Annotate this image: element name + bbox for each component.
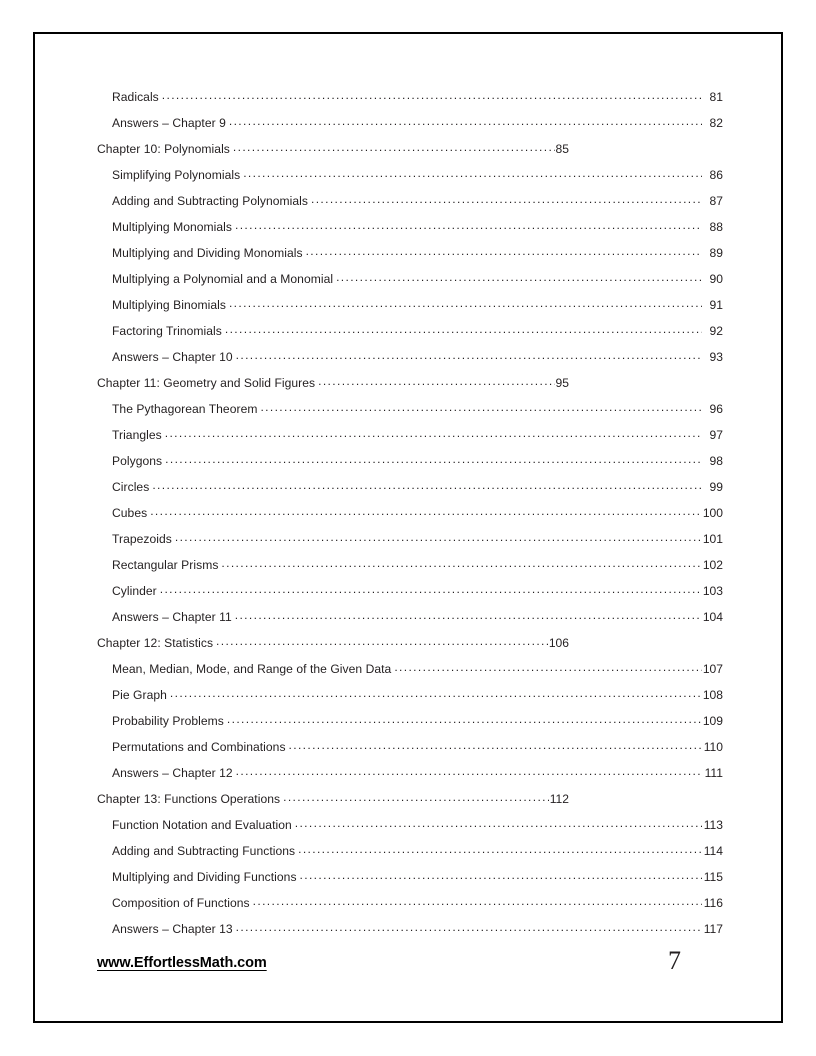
toc-entry-page-number: 114 [703, 844, 723, 858]
dot-leader [300, 869, 702, 881]
dot-leader [289, 739, 702, 751]
toc-entry-title: Multiplying Binomials [112, 298, 226, 312]
toc-chapter-row[interactable] [35, 141, 781, 167]
toc-entry-title: Mean, Median, Mode, and Range of the Given Data [112, 662, 392, 676]
toc-entry-page-number: 100 [702, 506, 723, 520]
toc-entry-page-number: 87 [709, 194, 723, 208]
toc-entry-page-number: 90 [709, 272, 723, 286]
toc-entry-page-number: 85 [555, 142, 569, 156]
dot-leader [253, 895, 702, 907]
dot-leader [235, 219, 702, 231]
toc-entry-title: Simplifying Polynomials [112, 168, 241, 182]
toc-entry-page-number: 110 [703, 740, 723, 754]
toc-entry-row[interactable] [35, 765, 781, 791]
toc-entry-title: Answers – Chapter 10 [112, 350, 233, 364]
table-of-contents-list [35, 34, 781, 947]
dot-leader [165, 427, 702, 439]
toc-entry-title: Adding and Subtracting Functions [112, 844, 296, 858]
toc-entry-row[interactable] [35, 401, 781, 427]
toc-entry-row[interactable] [35, 427, 781, 453]
toc-entry-row[interactable] [35, 557, 781, 583]
dot-leader [236, 765, 702, 777]
page-footer [35, 946, 781, 991]
dot-leader [216, 635, 548, 647]
toc-entry-row[interactable] [35, 609, 781, 635]
dot-leader [221, 557, 701, 569]
toc-entry-title: Probability Problems [112, 714, 224, 728]
toc-entry-title: Multiplying and Dividing Functions [112, 870, 297, 884]
toc-entry-page-number: 111 [704, 766, 723, 780]
footer-website-link[interactable]: www.EffortlessMath.com [97, 955, 267, 971]
toc-entry-page-number: 96 [709, 402, 723, 416]
toc-entry-page-number: 99 [709, 480, 723, 494]
dot-leader [175, 531, 702, 543]
dot-leader [225, 323, 702, 335]
toc-entry-page-number: 103 [702, 584, 723, 598]
toc-entry-page-number: 107 [702, 662, 723, 676]
dot-leader [260, 401, 702, 413]
dot-leader [150, 505, 702, 517]
dot-leader [229, 297, 702, 309]
toc-entry-title: Triangles [112, 428, 162, 442]
toc-entry-title: Circles [112, 480, 150, 494]
toc-entry-row[interactable] [35, 739, 781, 765]
toc-entry-page-number: 91 [709, 298, 723, 312]
toc-chapter-row[interactable] [35, 791, 781, 817]
toc-entry-title: Rectangular Prisms [112, 558, 219, 572]
toc-entry-title: The Pythagorean Theorem [112, 402, 258, 416]
dot-leader [336, 271, 702, 283]
toc-entry-page-number: 116 [703, 896, 723, 910]
toc-entry-title: Polygons [112, 454, 163, 468]
dot-leader [311, 193, 702, 205]
dot-leader [229, 115, 702, 127]
toc-entry-page-number: 112 [549, 792, 569, 806]
dot-leader [243, 167, 702, 179]
toc-entry-row[interactable] [35, 531, 781, 557]
toc-entry-page-number: 98 [709, 454, 723, 468]
toc-entry-page-number: 104 [702, 610, 723, 624]
toc-entry-title: Chapter 11: Geometry and Solid Figures [97, 376, 316, 390]
toc-entry-row[interactable] [35, 245, 781, 271]
toc-entry-row[interactable] [35, 843, 781, 869]
toc-entry-title: Multiplying and Dividing Monomials [112, 246, 303, 260]
dot-leader [165, 453, 702, 465]
toc-entry-row[interactable] [35, 323, 781, 349]
toc-entry-row[interactable] [35, 817, 781, 843]
dot-leader [160, 583, 702, 595]
page-number: 7 [668, 946, 681, 975]
dot-leader [233, 141, 555, 153]
toc-entry-title: Answers – Chapter 12 [112, 766, 233, 780]
toc-entry-page-number: 101 [702, 532, 723, 546]
toc-entry-page-number: 92 [709, 324, 723, 338]
toc-entry-row[interactable] [35, 687, 781, 713]
toc-entry-title: Pie Graph [112, 688, 167, 702]
dot-leader [295, 817, 702, 829]
toc-entry-row[interactable] [35, 661, 781, 687]
dot-leader [306, 245, 702, 257]
dot-leader [318, 375, 554, 387]
dot-leader [170, 687, 702, 699]
toc-entry-page-number: 86 [709, 168, 723, 182]
toc-entry-page-number: 95 [555, 376, 569, 390]
toc-entry-title: Radicals [112, 90, 159, 104]
toc-entry-page-number: 115 [703, 870, 723, 884]
toc-entry-title: Multiplying a Polynomial and a Monomial [112, 272, 334, 286]
dot-leader [236, 921, 702, 933]
toc-entry-page-number: 88 [709, 220, 723, 234]
toc-entry-title: Permutations and Combinations [112, 740, 286, 754]
toc-entry-row[interactable] [35, 271, 781, 297]
toc-entry-row[interactable] [35, 479, 781, 505]
toc-entry-title: Trapezoids [112, 532, 172, 546]
toc-chapter-row[interactable] [35, 635, 781, 661]
toc-entry-title: Chapter 12: Statistics [97, 636, 214, 650]
toc-entry-page-number: 93 [709, 350, 723, 364]
toc-entry-row[interactable] [35, 895, 781, 921]
dot-leader [236, 349, 702, 361]
toc-entry-row[interactable] [35, 115, 781, 141]
toc-entry-row[interactable] [35, 349, 781, 375]
toc-entry-page-number: 102 [702, 558, 723, 572]
toc-entry-page-number: 97 [709, 428, 723, 442]
toc-entry-page-number: 108 [702, 688, 723, 702]
toc-entry-page-number: 81 [709, 90, 723, 104]
toc-entry-title: Multiplying Monomials [112, 220, 233, 234]
dot-leader [152, 479, 702, 491]
dot-leader [298, 843, 702, 855]
toc-entry-title: Cubes [112, 506, 148, 520]
toc-entry-row[interactable] [35, 583, 781, 609]
dot-leader [394, 661, 701, 673]
toc-entry-page-number: 106 [548, 636, 569, 650]
toc-entry-row[interactable] [35, 505, 781, 531]
dot-leader [162, 89, 702, 101]
toc-entry-title: Function Notation and Evaluation [112, 818, 292, 832]
toc-entry-title: Chapter 10: Polynomials [97, 142, 230, 156]
toc-entry-title: Factoring Trinomials [112, 324, 222, 338]
toc-entry-row[interactable] [35, 193, 781, 219]
toc-entry-title: Chapter 13: Functions Operations [97, 792, 281, 806]
toc-entry-row[interactable] [35, 453, 781, 479]
dot-leader [227, 713, 702, 725]
toc-entry-title: Cylinder [112, 584, 157, 598]
toc-entry-title: Adding and Subtracting Polynomials [112, 194, 308, 208]
dot-leader [283, 791, 549, 803]
toc-entry-row[interactable] [35, 713, 781, 739]
page-frame [33, 32, 783, 1023]
toc-entry-title: Answers – Chapter 11 [112, 610, 232, 624]
toc-entry-title: Answers – Chapter 9 [112, 116, 226, 130]
toc-entry-row[interactable] [35, 89, 781, 115]
toc-entry-title: Answers – Chapter 13 [112, 922, 233, 936]
toc-entry-page-number: 113 [703, 818, 723, 832]
toc-entry-row[interactable] [35, 921, 781, 947]
toc-entry-row[interactable] [35, 219, 781, 245]
toc-entry-row[interactable] [35, 167, 781, 193]
toc-entry-page-number: 89 [709, 246, 723, 260]
toc-entry-page-number: 82 [709, 116, 723, 130]
toc-chapter-row[interactable] [35, 375, 781, 401]
toc-entry-page-number: 109 [702, 714, 723, 728]
toc-entry-row[interactable] [35, 297, 781, 323]
dot-leader [235, 609, 702, 621]
toc-entry-row[interactable] [35, 869, 781, 895]
toc-entry-page-number: 117 [703, 922, 723, 936]
toc-entry-title: Composition of Functions [112, 896, 250, 910]
